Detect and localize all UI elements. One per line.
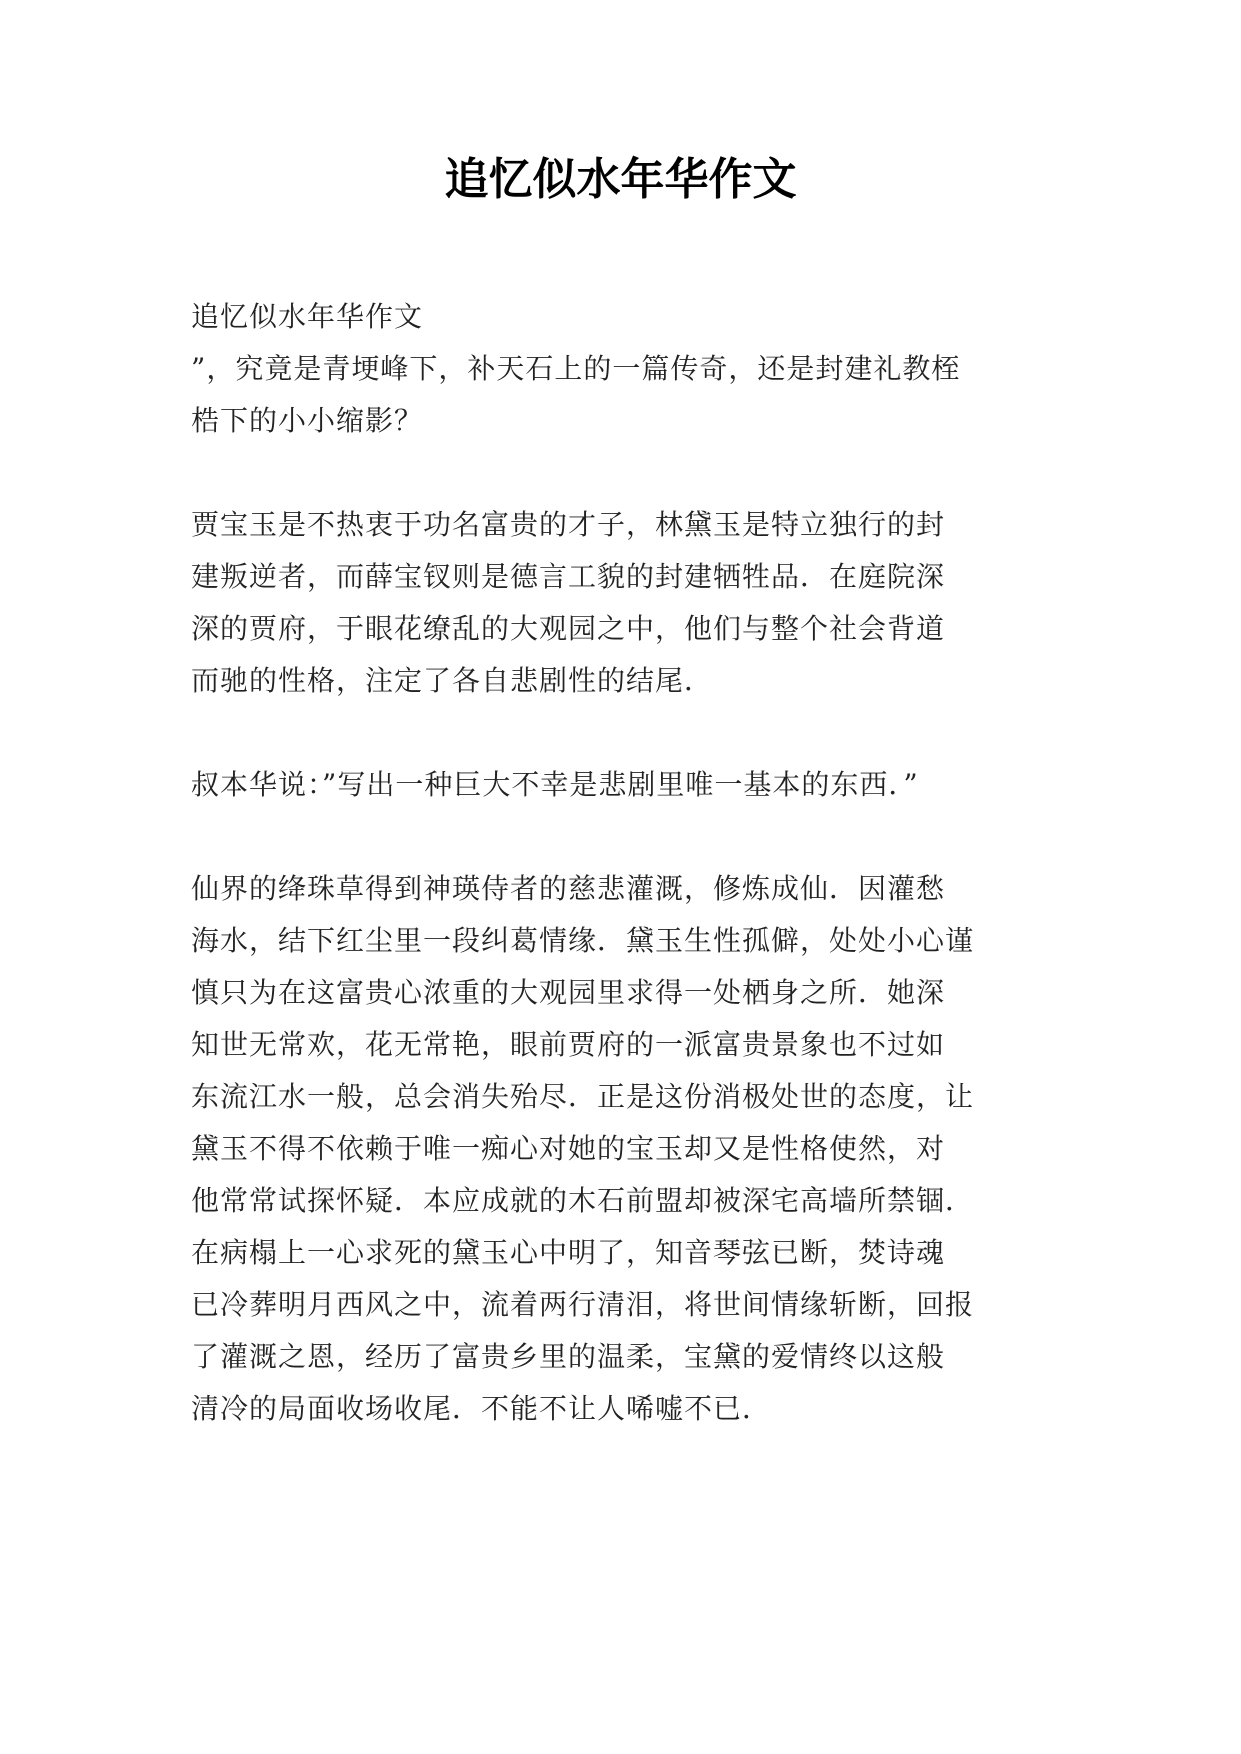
text-line: 而驰的性格，注定了各自悲剧性的结尾． — [191, 664, 714, 697]
text-line: 已冷葬明月西风之中，流着两行清泪，将世间情缘斩断，回报 — [191, 1288, 975, 1321]
paragraph-gap — [191, 811, 1071, 863]
subtitle-line: 追忆似水年华作文 — [191, 300, 424, 333]
text-line: 清冷的局面收场收尾．不能不让人唏嘘不已． — [191, 1392, 772, 1425]
text-line: 海水，结下红尘里一段纠葛情缘．黛玉生性孤僻，处处小心谨 — [191, 924, 975, 957]
paragraph-gap — [191, 707, 1071, 759]
text-line: 黛玉不得不依赖于唯一痴心对她的宝玉却又是性格使然，对 — [191, 1132, 946, 1165]
document-body — [191, 291, 1071, 1435]
text-line: 在病榻上一心求死的黛玉心中明了，知音琴弦已断，焚诗魂 — [191, 1236, 946, 1269]
text-line: 他常常试探怀疑．本应成就的木石前盟却被深宅高墙所禁锢． — [191, 1184, 975, 1217]
text-line: 东流江水一般，总会消失殆尽．正是这份消极处世的态度，让 — [191, 1080, 975, 1113]
text-line: 仙界的绛珠草得到神瑛侍者的慈悲灌溉，修炼成仙．因灌愁 — [191, 872, 946, 905]
text-line: 建叛逆者，而薛宝钗则是德言工貌的封建牺牲品．在庭院深 — [191, 560, 946, 593]
paragraph-gap — [191, 447, 1071, 499]
text-line: ”，究竟是青埂峰下，补天石上的一篇传奇，还是封建礼教桎 — [191, 352, 961, 385]
text-line: 慎只为在这富贵心浓重的大观园里求得一处栖身之所．她深 — [191, 976, 946, 1009]
quote-line: 叔本华说：”写出一种巨大不幸是悲剧里唯一基本的东西．” — [191, 768, 919, 801]
page-title: 追忆似水年华作文 — [444, 154, 797, 205]
text-line: 梏下的小小缩影？ — [191, 404, 424, 437]
text-line: 知世无常欢，花无常艳，眼前贾府的一派富贵景象也不过如 — [191, 1028, 946, 1061]
text-line: 深的贾府，于眼花缭乱的大观园之中，他们与整个社会背道 — [191, 612, 946, 645]
text-line: 了灌溉之恩，经历了富贵乡里的温柔，宝黛的爱情终以这般 — [191, 1340, 946, 1373]
text-line: 贾宝玉是不热衷于功名富贵的才子，林黛玉是特立独行的封 — [191, 508, 946, 541]
